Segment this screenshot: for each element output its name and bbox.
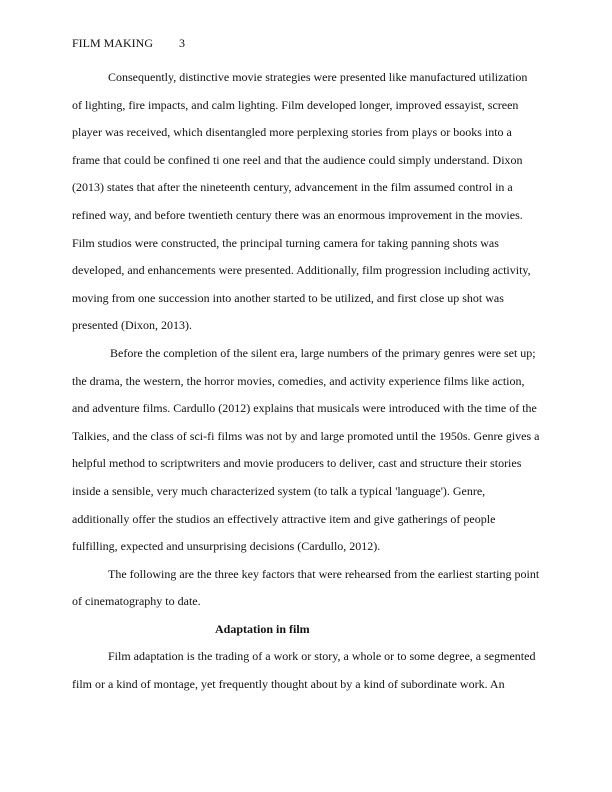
- text-line: helpful method to scriptwriters and movie producers to deliver, cast and structure their stories: [72, 456, 522, 471]
- section-heading: Adaptation in film: [215, 621, 310, 636]
- text-line: player was received, which disentangled more perplexing stories from plays or books into a: [72, 125, 512, 140]
- text-line: Talkies, and the class of sci-fi films was not by and large promoted until the 1950s. Genre gives a: [72, 428, 540, 443]
- text-line: Film studios were constructed, the principal turning camera for taking panning shots was: [72, 235, 499, 250]
- text-line: moving from one succession into another started to be utilized, and first close up shot was: [72, 290, 504, 305]
- text-line: frame that could be confined ti one reel and that the audience could simply understand. Dixon: [72, 152, 523, 167]
- paragraph-4: [72, 643, 540, 698]
- text-line: presented (Dixon, 2013).: [72, 318, 192, 333]
- text-line: refined way, and before twentieth century there was an enormous improvement in the movies.: [72, 207, 523, 222]
- page-number: 3: [179, 36, 185, 50]
- text-line: inside a sensible, very much characterized system (to talk a typical 'language'). Genre,: [72, 483, 486, 498]
- text-line: and adventure films. Cardullo (2012) explains that musicals were introduced with the time of the: [72, 401, 537, 416]
- text-line: (2013) states that after the nineteenth century, advancement in the film assumed control in a: [72, 180, 513, 195]
- paragraph-2: [72, 340, 540, 561]
- document-body: [72, 64, 540, 699]
- text-line: Before the completion of the silent era, large numbers of the primary genres were set up;: [110, 345, 536, 360]
- text-line: developed, and enhancements were presented. Additionally, film progression including activity,: [72, 263, 531, 278]
- text-line: additionally offer the studios an effectively attractive item and give gatherings of people: [72, 511, 496, 526]
- paragraph-3: [72, 561, 540, 616]
- text-line: of cinematography to date.: [72, 594, 201, 609]
- text-line: fulfilling, expected and unsurprising decisions (Cardullo, 2012).: [72, 539, 381, 554]
- text-line: the drama, the western, the horror movies, comedies, and activity experience films like action,: [72, 373, 525, 388]
- paragraph-1: [72, 64, 540, 340]
- text-line: film or a kind of montage, yet frequently thought about by a kind of subordinate work. An: [72, 677, 505, 692]
- running-head: FILM MAKING: [72, 36, 153, 50]
- page-header: [72, 36, 185, 50]
- text-line: Consequently, distinctive movie strategies were presented like manufactured utilization: [108, 70, 528, 84]
- text-line: of lighting, fire impacts, and calm lighting. Film developed longer, improved essayist, screen: [72, 97, 519, 112]
- text-line: Film adaptation is the trading of a work or story, a whole or to some degree, a segmented: [108, 649, 536, 664]
- text-line: The following are the three key factors that were rehearsed from the earliest starting point: [108, 566, 540, 581]
